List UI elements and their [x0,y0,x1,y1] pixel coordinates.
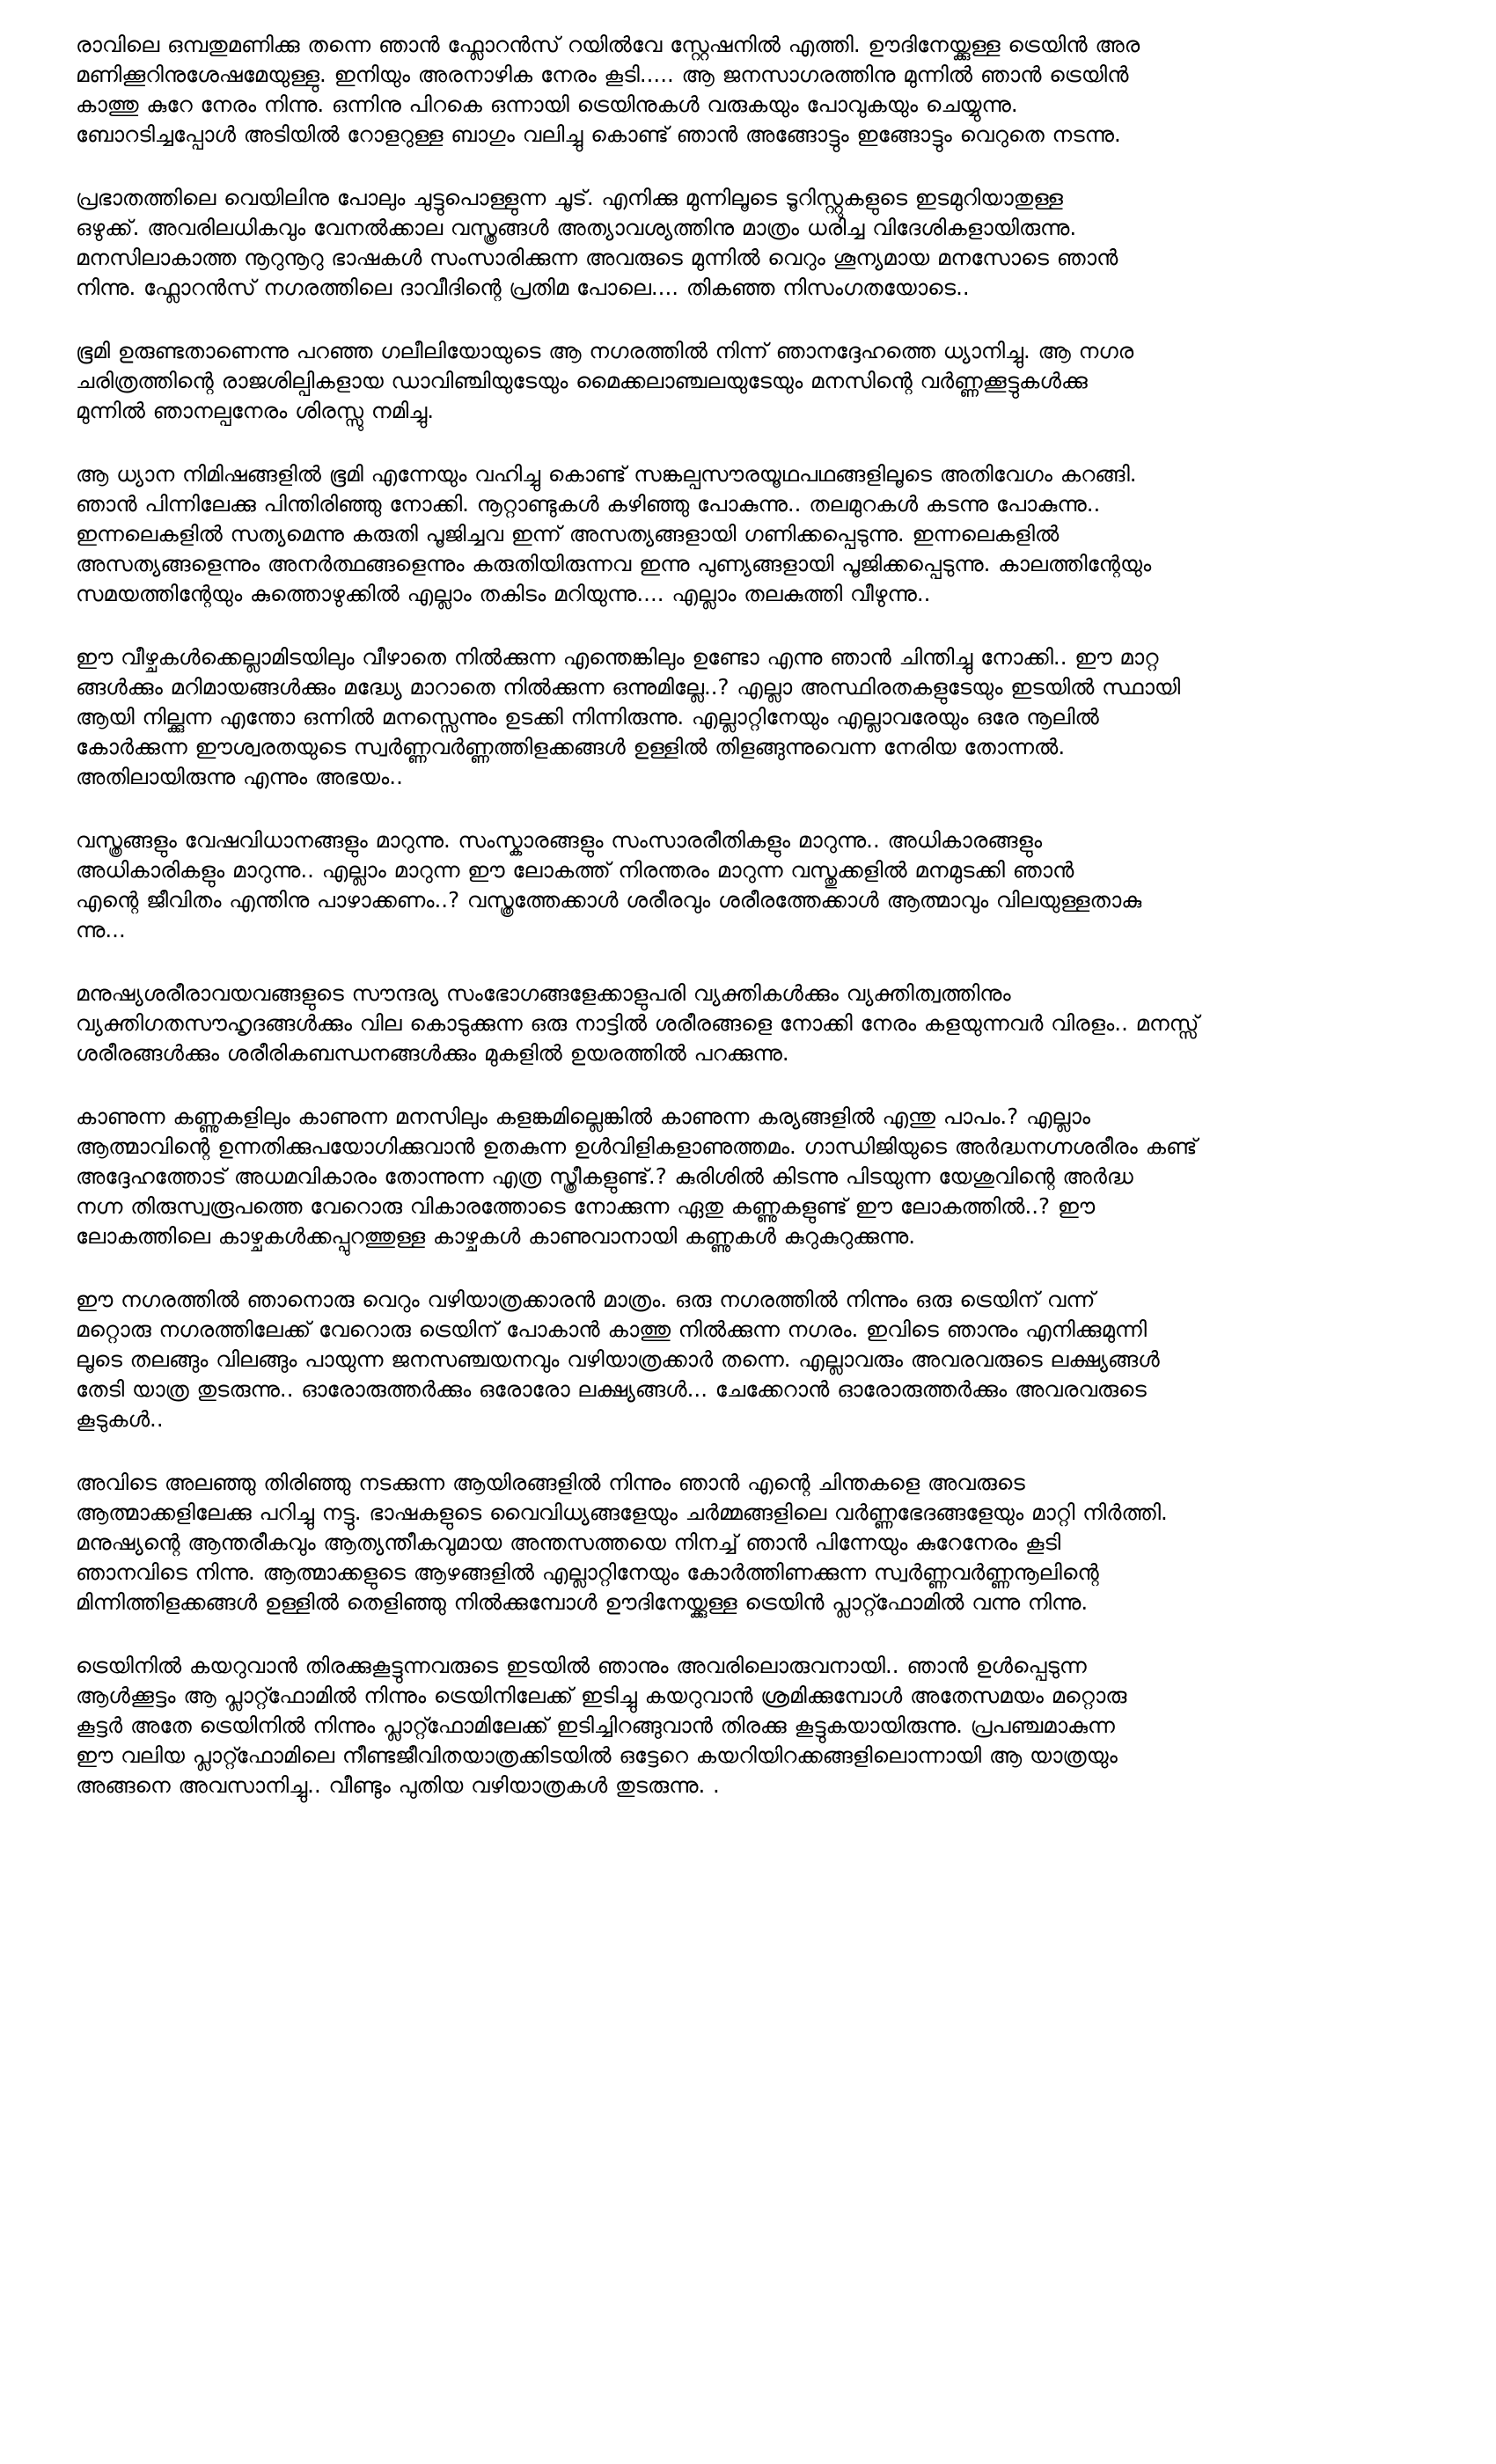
text-line: അവിടെ അലഞ്ഞു തിരിഞ്ഞു നടക്കുന്ന ആയിരങ്ങളിൽ നിന്നും ഞാൻ എന്റെ ചിന്തകളെ അവരുടെ [76,1470,1025,1495]
text-line: അസത്യങ്ങളെന്നും അനർത്ഥങ്ങളെന്നും കരുതിയിരുന്നവ ഇന്നു പുണ്യങ്ങളായി പൂജിക്കപ്പെടുന്നു. കാലത്തിന്റേയും [76,551,1152,576]
paragraph-3 [76,336,1445,426]
text-line: അങ്ങനെ അവസാനിച്ചു.. വീണ്ടും പുതിയ വഴിയാത്രകൾ തുടരുന്നു. . [76,1772,720,1798]
text-line: ബോറടിച്ചപ്പോൾ അടിയിൽ റോളറുള്ള ബാഗും വലിച്ചു കൊണ്ട് ഞാൻ അങ്ങോട്ടും ഇങ്ങോട്ടും വെറുതെ നടന്നു. [76,121,1121,147]
text-line: കോർക്കുന്ന ഈശ്വരതയുടെ സ്വർണ്ണവർണ്ണത്തിളക്കങ്ങൾ ഉള്ളിൽ തിളങ്ങുന്നുവെന്ന നേരിയ തോന്നൽ. [76,734,1066,759]
text-line: കാത്തു കുറേ നേരം നിന്നു. ഒന്നിനു പിറകെ ഒന്നായി ട്രെയിനുകൾ വരുകയും പോവുകയും ചെയ്യുന്നു. [76,92,1018,117]
text-line: നിന്നു. ഫ്ലോറൻസ് നഗരത്തിലെ ദാവീദിന്റെ പ്രതിമ പോലെ.... തികഞ്ഞ നിസംഗതയോടെ.. [76,275,970,300]
paragraph-6 [76,825,1445,945]
text-line: വസ്ത്രങ്ങളും വേഷവിധാനങ്ങളും മാറുന്നു. സംസ്കാരങ്ങളും സംസാരരീതികളും മാറുന്നു.. അധികാരങ്ങളും [76,827,1043,853]
paragraph-9 [76,1285,1445,1434]
paragraph-1 [76,30,1445,150]
text-line: മുന്നിൽ ഞാനല്പനേരം ശിരസ്സു നമിച്ചു. [76,398,435,423]
text-line: മറ്റൊരു നഗരത്തിലേക്ക് വേറൊരു ട്രെയിന് പോകാൻ കാത്തു നിൽക്കുന്ന നഗരം. ഇവിടെ ഞാനും എനിക്കുമുന്നി [76,1316,1148,1342]
paragraph-2 [76,183,1445,303]
text-line: വ്യക്തിഗതസൗഹൃദങ്ങൾക്കും വില കൊടുക്കുന്ന ഒരു നാട്ടിൽ ശരീരങ്ങളെ നോക്കി നേരം കളയുന്നവർ വിരളം.. മനസ്സ് [76,1010,1199,1036]
paragraph-7 [76,979,1445,1068]
text-line: ങ്ങൾക്കും മറിമായങ്ങൾക്കും മദ്ധ്യേ മാറാതെ നിൽക്കുന്ന ഒന്നുമില്ലേ..? എല്ലാ അസ്ഥിരതകളുടേയും ഇടയിൽ സ്ഥായി [76,674,1181,700]
text-line: ഞാൻ പിന്നിലേക്കു പിന്തിരിഞ്ഞു നോക്കി. നൂറ്റാണ്ടുകൾ കഴിഞ്ഞു പോകുന്നു.. തലമുറകൾ കടന്നു പോകുന്നു.. [76,491,1101,517]
text-line: ഞാനവിടെ നിന്നു. ആത്മാക്കളുടെ ആഴങ്ങളിൽ എല്ലാറ്റിനേയും കോർത്തിണക്കുന്ന സ്വർണ്ണവർണ്ണനൂലിന്റെ [76,1559,1099,1585]
text-line: മണിക്കൂറിനുശേഷമേയുള്ളു. ഇനിയും അരനാഴിക നേരം കൂടി..... ആ ജനസാഗരത്തിനു മുന്നിൽ ഞാൻ ട്രെയിൻ [76,62,1129,87]
text-line: നഗ്ന തിരുസ്വരൂപത്തെ വേറൊരു വികാരത്തോടെ നോക്കുന്ന ഏതു കണ്ണുകളുണ്ട് ഈ ലോകത്തിൽ..? ഈ [76,1193,1096,1219]
text-line: ഈ വീഴ്ചകൾക്കെല്ലാമിടയിലും വീഴാതെ നിൽക്കുന്ന എന്തെങ്കിലും ഉണ്ടോ എന്നു ഞാൻ ചിന്തിച്ചു നോക്കി.. ഈ മാറ്റ [76,644,1159,670]
text-line: ലൂടെ തലങ്ങും വിലങ്ങും പായുന്ന ജനസഞ്ചയനവും വഴിയാത്രക്കാർ തന്നെ. എല്ലാവരും അവരവരുടെ ലക്ഷ്യങ്ങൾ [76,1346,1160,1372]
text-line: മനസിലാകാത്ത നൂറുനൂറു ഭാഷകൾ സംസാരിക്കുന്ന അവരുടെ മുന്നിൽ വെറും ശൂന്യമായ മനസോടെ ഞാൻ [76,245,1118,270]
text-line: മനുഷ്യന്റെ ആന്തരീകവും ആത്യന്തീകവുമായ അന്തസത്തയെ നിനച്ച് ഞാൻ പിന്നേയും കുറേനേരം കൂടി [76,1529,1061,1555]
text-line: ആ ധ്യാന നിമിഷങ്ങളിൽ ഭൂമി എന്നേയും വഹിച്ചു കൊണ്ട് സങ്കല്പസൗരയൂഥപഥങ്ങളിലൂടെ അതിവേഗം കറങ്ങി. [76,461,1137,487]
text-line: ലോകത്തിലെ കാഴ്ചകൾക്കപ്പുറത്തുള്ള കാഴ്ചകൾ കാണുവാനായി കണ്ണുകൾ കുറുകുറുക്കുന്നു. [76,1223,916,1249]
paragraph-4 [76,459,1445,609]
text-line: ആത്മാവിന്റെ ഉന്നതിക്കുപയോഗിക്കുവാൻ ഉതകുന്ന ഉൾവിളികളാണുത്തമം. ഗാന്ധിജിയുടെ അർദ്ധനഗ്നശരീരം കണ്ട് [76,1133,1198,1159]
text-line: മനുഷ്യശരീരാവയവങ്ങളുടെ സൗന്ദര്യ സംഭോഗങ്ങളേക്കാളുപരി വ്യക്തികൾക്കും വ്യക്തിത്വത്തിനും [76,980,1011,1006]
text-line: ഈ വലിയ പ്ലാറ്റ്ഫോമിലെ നീണ്ടജീവിതയാത്രക്കിടയിൽ ഒട്ടേറെ കയറിയിറക്കങ്ങളിലൊന്നായി ആ യാത്രയും [76,1742,1118,1768]
text-line: തേടി യാത്ര തുടരുന്നു.. ഓരോരുത്തർക്കും ഒരോരോ ലക്ഷ്യങ്ങൾ... ചേക്കേറാൻ ഓരോരുത്തർക്കും അവരവരുടെ [76,1376,1147,1402]
paragraph-8 [76,1102,1445,1251]
text-line: കാണുന്ന കണ്ണുകളിലും കാണുന്ന മനസിലും കളങ്കമില്ലെങ്കിൽ കാണുന്ന കര്യങ്ങളിൽ എന്തു പാപം.? എല്ലാം [76,1104,1091,1129]
paragraph-5 [76,642,1445,792]
text-line: ആൾക്കൂട്ടം ആ പ്ലാറ്റ്ഫോമിൽ നിന്നും ട്രെയിനിലേക്ക് ഇടിച്ചു കയറുവാൻ ശ്രമിക്കുമ്പോൾ അതേസമയം മറ്റൊരു [76,1683,1127,1708]
text-line: ഭൂമി ഉരുണ്ടതാണെന്നു പറഞ്ഞ ഗലീലിയോയുടെ ആ നഗരത്തിൽ നിന്ന് ഞാനദ്ദേഹത്തെ ധ്യാനിച്ചു. ആ നഗര [76,338,1134,363]
text-line: ആത്മാക്കളിലേക്കു പറിച്ചു നട്ടു. ഭാഷകളുടെ വൈവിധ്യങ്ങളേയും ചർമ്മങ്ങളിലെ വർണ്ണഭേദങ്ങളേയും മാറ്റി നിർത്തി. [76,1500,1168,1525]
text-line: കൂടുകൾ.. [76,1406,164,1432]
text-line: ഈ നഗരത്തിൽ ഞാനൊരു വെറും വഴിയാത്രക്കാരൻ മാത്രം. ഒരു നഗരത്തിൽ നിന്നും ഒരു ട്രെയിന് വന്ന് [76,1287,1096,1312]
text-line: ചരിത്രത്തിന്റെ രാജശില്പികളായ ഡാവിഞ്ചിയുടേയും മൈക്കലാഞ്ചലയുടേയും മനസിന്റെ വർണ്ണക്കൂട്ടുകൾക്കു [76,368,1088,393]
text-line: പ്രഭാതത്തിലെ വെയിലിനു പോലും ചുട്ടുപൊള്ളുന്ന ചൂട്. എനിക്കു മുന്നിലൂടെ ടൂറിസ്റ്റുകളുടെ ഇടമുറിയാതുള്ള [76,185,1063,210]
text-line: ഒഴുക്ക്. അവരിലധികവും വേനൽക്കാല വസ്ത്രങ്ങൾ അത്യാവശ്യത്തിനു മാത്രം ധരിച്ച വിദേശികളായിരുന്നു. [76,215,1077,240]
text-line: ന്നു... [76,917,126,942]
paragraph-10 [76,1468,1445,1617]
text-line: അതിലായിരുന്നു എന്നും അഭയം.. [76,764,403,789]
text-line: അധികാരികളും മാറുന്നു.. എല്ലാം മാറുന്ന ഈ ലോകത്ത് നിരന്തരം മാറുന്ന വസ്തുക്കളിൽ മനമുടക്കി ഞാൻ [76,857,1074,883]
text-line: എന്റെ ജീവിതം എന്തിനു പാഴാക്കണം..? വസ്ത്രത്തേക്കാൾ ശരീരവും ശരീരത്തേക്കാൾ ആത്മാവും വിലയുള്ളതാകു [76,887,1142,913]
text-line: മിന്നിത്തിളക്കങ്ങൾ ഉള്ളിൽ തെളിഞ്ഞു നിൽക്കുമ്പോൾ ഊദിനേയ്ക്കുള്ള ട്രെയിൻ പ്ലാറ്റ്ഫോമിൽ വന്നു നിന്നു. [76,1589,1089,1615]
text-line: ശരീരങ്ങൾക്കും ശരീരികബന്ധനങ്ങൾക്കും മുകളിൽ ഉയരത്തിൽ പറക്കുന്നു. [76,1040,789,1066]
text-line: ട്രെയിനിൽ കയറുവാൻ തിരക്കുകൂട്ടുന്നവരുടെ ഇടയിൽ ഞാനും അവരിലൊരുവനായി.. ഞാൻ ഉൾപ്പെടുന്ന [76,1653,1087,1678]
text-line: കൂട്ടർ അതേ ട്രെയിനിൽ നിന്നും പ്ലാറ്റ്ഫോമിലേക്ക് ഇടിച്ചിറങ്ങുവാൻ തിരക്കു കൂട്ടുകയായിരുന്നു. പ്രപഞ്ചമാകുന്ന [76,1712,1115,1738]
text-line: അദ്ദേഹത്തോട് അധമവികാരം തോന്നുന്ന എത്ര സ്ത്രീകളുണ്ട്.? കുരിശിൽ കിടന്നു പിടയുന്ന യേശുവിന്റെ അർദ്ധ [76,1163,1133,1189]
text-line: ആയി നില്ക്കുന്ന എന്തോ ഒന്നിൽ മനസ്സെന്നും ഉടക്കി നിന്നിരുന്നു. എല്ലാറ്റിനേയും എല്ലാവരേയും ഒരേ നൂലിൽ [76,704,1099,730]
paragraph-11 [76,1651,1445,1800]
text-line: ഇന്നലെകളിൽ സത്യമെന്നു കരുതി പൂജിച്ചവ ഇന്ന് അസത്യങ്ങളായി ഗണിക്കപ്പെടുന്നു. ഇന്നലെകളിൽ [76,521,1060,546]
text-line: രാവിലെ ഒമ്പതുമണിക്കു തന്നെ ഞാൻ ഫ്ലോറൻസ് റയിൽവേ സ്റ്റേഷനിൽ എത്തി. ഊദിനേയ്ക്കുള്ള ട്രെയിൻ അര [76,32,1140,57]
text-line: സമയത്തിന്റേയും കുത്തൊഴുക്കിൽ എല്ലാം തകിടം മറിയുന്നു.... എല്ലാം തലകുത്തി വീഴുന്നു.. [76,581,931,606]
